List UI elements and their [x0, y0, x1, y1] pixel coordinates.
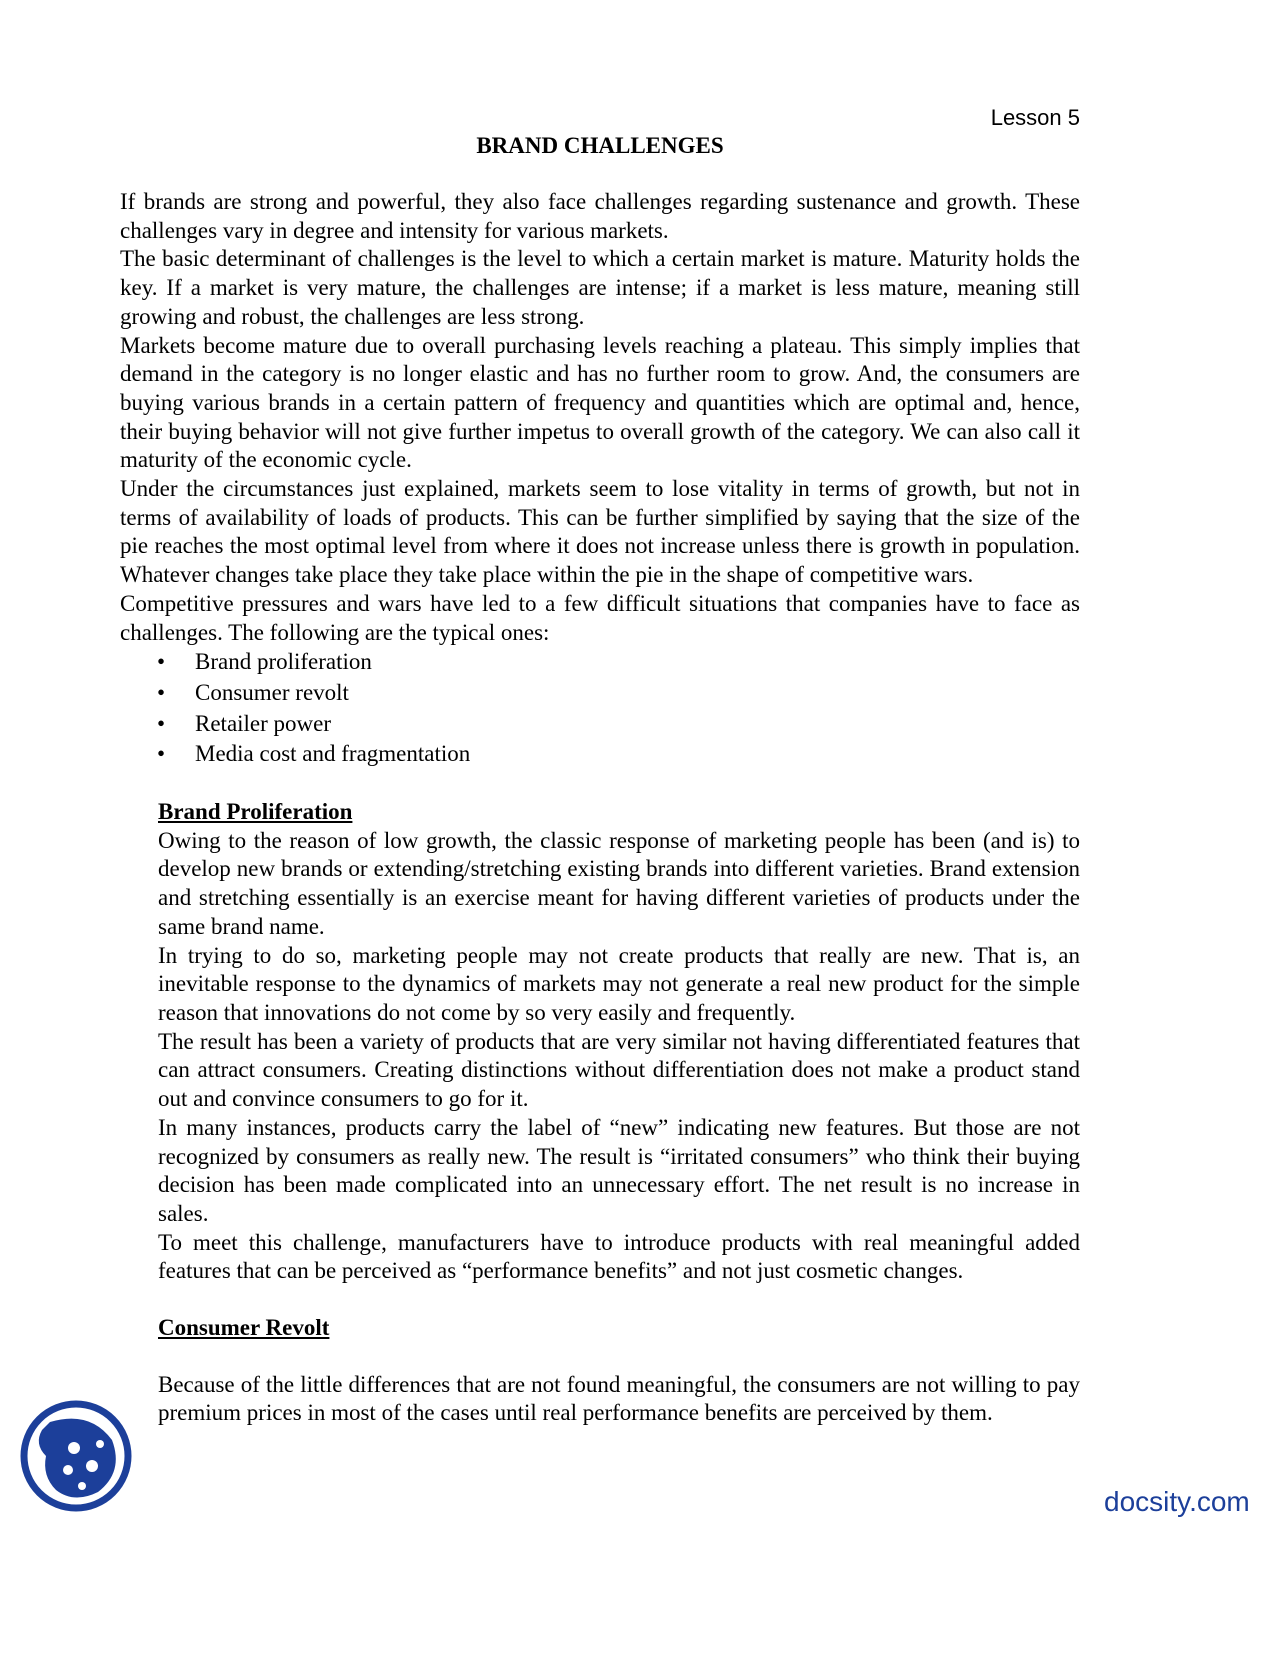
list-item-text: Brand proliferation	[195, 649, 372, 675]
bullet-icon: •	[157, 710, 166, 736]
intro-paragraph: Markets become mature due to overall purchasing levels reaching a plateau. This simply implies that demand in the category is no longer elastic and has no further room to grow. And, the consumers are buying various brands in a certain pattern of frequency and quantities which are optimal and, hence, their buying behavior will not give further impetus to overall growth of the category. We can also call it maturity of the economic cycle.	[120, 332, 1080, 473]
section-spacer	[120, 770, 1080, 798]
bullet-icon: •	[157, 741, 166, 767]
page-title: BRAND CHALLENGES	[476, 133, 724, 158]
section-paragraph: Because of the little differences that are not found meaningful, the consumers are not willing to pay premium prices in most of the cases until real performance benefits are perceived by them.	[158, 1371, 1080, 1426]
list-item	[120, 647, 1080, 678]
intro-paragraph: Under the circumstances just explained, markets seem to lose vitality in terms of growth, but not in terms of availability of loads of products. This can be further simplified by saying that the size of the pie reaches the most optimal level from where it does not increase unless there is growth in population. Whatever changes take place they take place within the pie in the shape of competitive wars.	[120, 476, 1080, 588]
bullet-icon: •	[157, 649, 166, 675]
consumer-revolt-section	[158, 1314, 1080, 1428]
list-item	[120, 709, 1080, 740]
list-item	[120, 739, 1080, 770]
section-heading: Consumer Revolt	[158, 1315, 330, 1341]
brand-proliferation-section	[158, 798, 1080, 1286]
intro-paragraph: If brands are strong and powerful, they also face challenges regarding sustenance and growth. These challenges vary in degree and intensity for various markets.	[120, 189, 1080, 243]
intro-paragraph: Competitive pressures and wars have led to a few difficult situations that companies have to face as challenges. The following are the typical ones:	[120, 590, 1080, 645]
section-paragraph: In trying to do so, marketing people may not create products that really are new. That is, an inevitable response to the dynamics of markets may not generate a real new product for the simple reason that innovations do not come by so very easily and frequently.	[158, 942, 1080, 1025]
section-spacer	[120, 1286, 1080, 1314]
lesson-number: Lesson 5	[990, 105, 1080, 130]
list-item-text: Retailer power	[195, 710, 332, 736]
challenges-list	[120, 647, 1080, 770]
docsity-watermark[interactable]: docsity.com	[1104, 1486, 1250, 1517]
section-spacer	[158, 1343, 1080, 1371]
section-heading: Brand Proliferation	[158, 799, 353, 825]
list-item	[120, 678, 1080, 709]
section-paragraph: Owing to the reason of low growth, the classic response of marketing people has been (and is) to develop new brands or extending/stretching existing brands into different varieties. Brand extension and stretching essentially is an exercise meant for having different varieties of products under the same brand name.	[158, 827, 1080, 939]
document-body	[120, 188, 1080, 1428]
section-paragraph: The result has been a variety of products that are very similar not having differentiated features that can attract consumers. Creating distinctions without differentiation does not make a product stand out and convince consumers to go for it.	[158, 1028, 1080, 1112]
list-item-text: Media cost and fragmentation	[195, 741, 471, 767]
list-item-text: Consumer revolt	[195, 679, 349, 705]
docsity-logo-icon	[20, 1400, 132, 1512]
section-paragraph: To meet this challenge, manufacturers have to introduce products with real meaningful added features that can be perceived as “performance benefits” and not just cosmetic changes.	[158, 1229, 1080, 1284]
bullet-icon: •	[157, 679, 166, 705]
intro-paragraph: The basic determinant of challenges is the level to which a certain market is mature. Maturity holds the key. If a market is very mature, the challenges are intense; if a market is less mature, meaning still growing and robust, the challenges are less strong.	[120, 246, 1080, 329]
section-paragraph: In many instances, products carry the label of “new” indicating new features. But those are not recognized by consumers as really new. The result is “irritated consumers” who think their buying decision has been made complicated into an unnecessary effort. The net result is no increase in sales.	[158, 1114, 1080, 1226]
